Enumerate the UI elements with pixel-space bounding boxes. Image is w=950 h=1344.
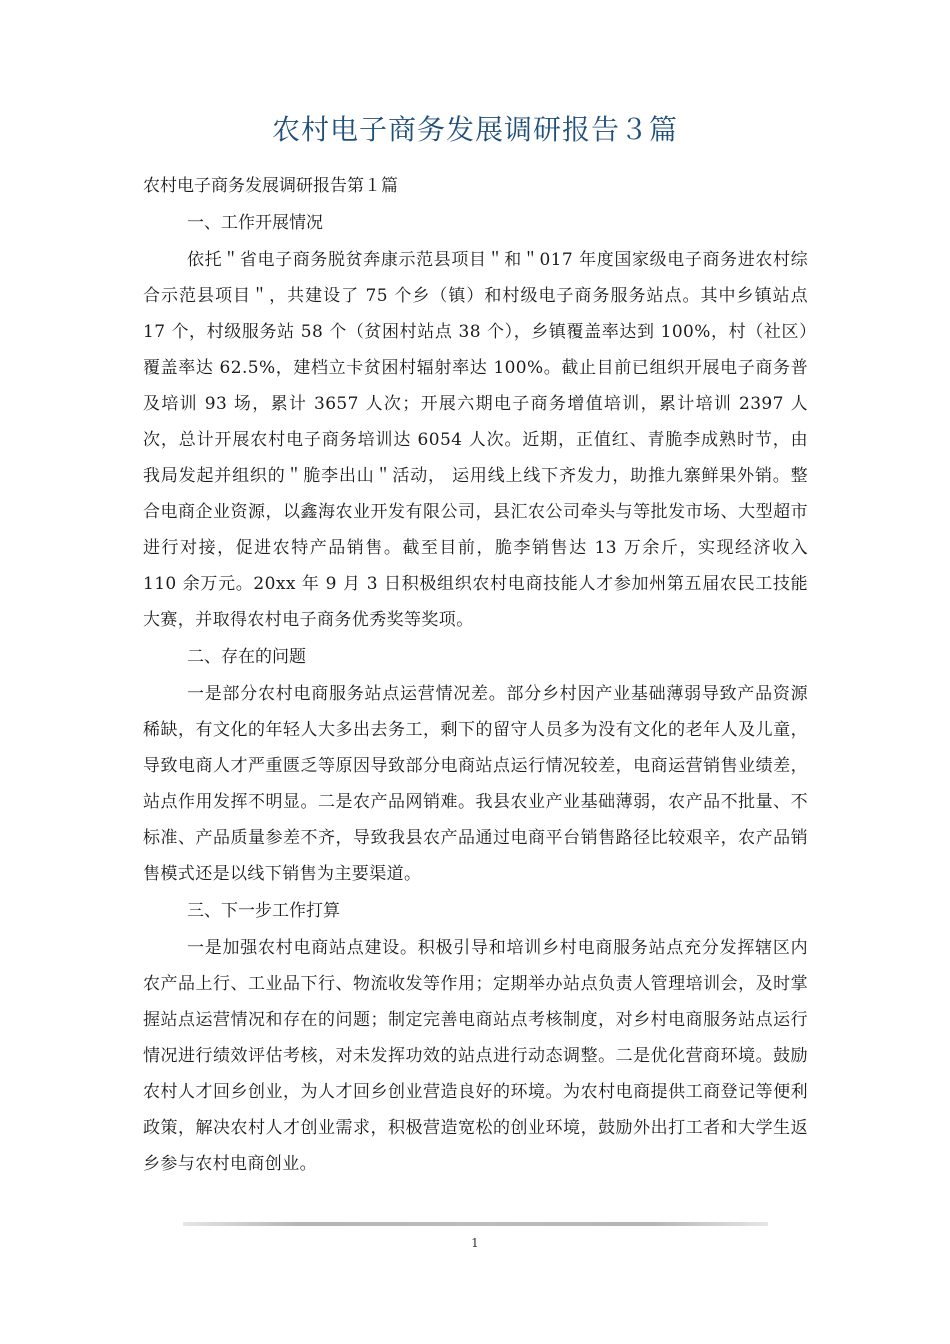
footer-divider xyxy=(183,1222,768,1226)
document-body xyxy=(143,168,808,1183)
section-paragraph-3: 一是加强农村电商站点建设。积极引导和培训乡村电商服务站点充分发挥辖区内农产品上行、工业品下行、物流收发等作用；定期举办站点负责人管理培训会，及时掌握站点运营情况和存在的问题；制定完善电商站点考核制度，对乡村电商服务站点运行情况进行绩效评估考核，对未发挥功效的站点进行动态调整。二是优化营商环境。鼓励农村人才回乡创业，为人才回乡创业营造良好的环境。为农村电商提供工商登记等便利政策，解决农村人才创业需求，积极营造宽松的创业环境，鼓励外出打工者和大学生返乡参与农村电商创业。 xyxy=(143,938,808,1174)
document-title: 农村电子商务发展调研报告３篇 xyxy=(271,113,678,146)
section-heading-3: 三、下一步工作打算 xyxy=(187,901,340,921)
page-number: 1 xyxy=(471,1236,479,1250)
section-heading-2: 二、存在的问题 xyxy=(187,647,306,667)
section-paragraph-2: 一是部分农村电商服务站点运营情况差。部分乡村因产业基础薄弱导致产品资源稀缺，有文化的年轻人大多出去务工，剩下的留守人员多为没有文化的老年人及儿童，导致电商人才严重匮乏等原因导致部分电商站点运行情况较差，电商运营销售业绩差，站点作用发挥不明显。二是农产品网销难。我县农业产业基础薄弱，农产品不批量、不标准、产品质量参差不齐，导致我县农产品通过电商平台销售路径比较艰辛，农产品销售模式还是以线下销售为主要渠道。 xyxy=(143,684,808,884)
section-paragraph-1: 依托＂省电子商务脱贫奔康示范县项目＂和＂017 年度国家级电子商务进农村综合示范县项目＂，共建设了 75 个乡（镇）和村级电子商务服务站点。其中乡镇站点 17 个，村级服务站 58 个（贫困村站点 38 个），乡镇覆盖率达到 100%，村（社区）覆盖率达 62.5%，建档立卡贫困村辐射率达 100%。截止目前已组织开展电子商务普及培训 93 场，累计 3657 人次；开展六期电子商务增值培训，累计培训 2397 人次，总计开展农村电子商务培训达 6054 人次。近期，正值红、青脆李成熟时节，由我局发起并组织的＂脆李出山＂活动， 运用线上线下齐发力，助推九寨鲜果外销。整合电商企业资源，以鑫海农业开发有限公司，县汇农公司牵头与等批发市场、大型超市进行对接，促进农特产品销售。截至目前，脆李销售达 13 万余斤，实现经济收入 110 余万元。20xx 年 9 月 3 日积极组织农村电商技能人才参加州第五届农民工技能大赛，并取得农村电子商务优秀奖等奖项。 xyxy=(143,250,808,630)
section-heading-1: 一、工作开展情况 xyxy=(187,213,323,233)
report-subtitle: 农村电子商务发展调研报告第１篇 xyxy=(143,176,398,196)
